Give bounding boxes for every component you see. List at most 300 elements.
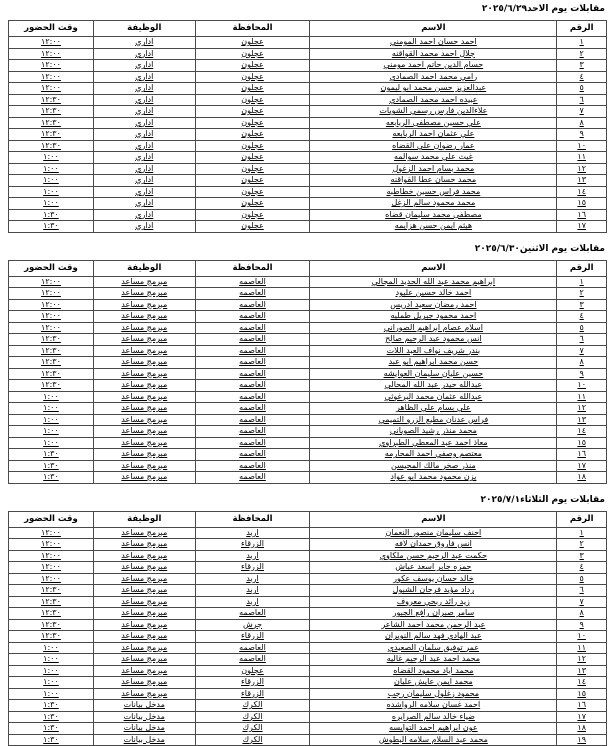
column-header-job: الوظيفة (93, 260, 195, 276)
job-cell-text: مبرمج مساعد (121, 666, 167, 675)
row-number-cell-text: ٧ (580, 106, 584, 115)
governorate-cell (195, 642, 310, 654)
name-cell (310, 48, 557, 60)
name-cell (310, 380, 557, 392)
governorate-cell (195, 449, 310, 461)
job-cell (93, 209, 195, 221)
name-cell-text: رداد مؤيد فرحان الشبول (393, 585, 474, 594)
row-number-cell (557, 596, 607, 608)
time-cell-text: ١:٣٠ (43, 712, 59, 721)
job-cell-text: اداري (135, 152, 153, 161)
table-row (9, 209, 607, 221)
name-cell-text: علي بسام علي الظاهر (396, 403, 471, 412)
job-cell-text: مبرمج مساعد (121, 346, 167, 355)
governorate-cell (195, 380, 310, 392)
name-cell-text: علي عثمان احمد الربابعه (392, 129, 474, 138)
row-number-cell-text: ٣ (580, 300, 584, 309)
row-number-cell-text: ١٣ (577, 175, 586, 184)
governorate-cell (195, 527, 310, 539)
job-cell-text: مدخل بيانات (124, 700, 165, 709)
job-cell-text: اداري (135, 175, 153, 184)
name-cell-text: انس فاروق حمدان لافه (395, 539, 472, 548)
time-cell-text: ١:٠٠ (43, 643, 59, 652)
table-row (9, 60, 607, 72)
row-number-cell (557, 700, 607, 712)
governorate-cell (195, 83, 310, 95)
table-title: مقابلات يوم الاحد٢٠٢٥/٦/٢٩ (8, 3, 605, 15)
job-cell (93, 368, 195, 380)
governorate-cell-text: العاصمه (239, 654, 266, 663)
column-header-name: الاسم (310, 21, 557, 37)
job-cell-text: مدخل بيانات (124, 723, 165, 732)
job-cell (93, 71, 195, 83)
row-number-cell (557, 619, 607, 631)
governorate-cell-text: العاصمه (239, 300, 266, 309)
time-cell (9, 677, 94, 689)
row-number-cell (557, 276, 607, 288)
name-cell (310, 60, 557, 72)
time-cell (9, 334, 94, 346)
time-cell-text: ١:٣٠ (43, 735, 59, 744)
governorate-cell (195, 472, 310, 484)
table-row (9, 221, 607, 233)
name-cell (310, 129, 557, 141)
time-cell-text: ١:٣٠ (43, 449, 59, 458)
row-number-cell (557, 403, 607, 415)
name-cell (310, 711, 557, 723)
row-number-cell (557, 94, 607, 106)
governorate-cell (195, 357, 310, 369)
interview-table (8, 20, 607, 233)
table-row (9, 345, 607, 357)
time-cell (9, 437, 94, 449)
name-cell-text: حسن محمد ابراهيم ابو عبد (389, 357, 479, 366)
governorate-cell-text: الزرقاء (241, 677, 264, 686)
governorate-cell-text: عجلون (241, 198, 264, 207)
governorate-cell-text: اربد (246, 574, 259, 583)
row-number-cell (557, 345, 607, 357)
row-number-cell-text: ٥ (580, 574, 584, 583)
name-cell (310, 539, 557, 551)
row-number-cell-text: ٣ (580, 551, 584, 560)
name-cell-text: احمد رمضان سعيد ادريس (390, 300, 476, 309)
table-row (9, 288, 607, 300)
name-cell-text: حسين عليان سليمان العوايشه (384, 369, 484, 378)
table-row (9, 550, 607, 562)
time-cell (9, 276, 94, 288)
time-cell (9, 345, 94, 357)
row-number-cell (557, 380, 607, 392)
name-cell (310, 288, 557, 300)
job-cell-text: مبرمج مساعد (121, 426, 167, 435)
governorate-cell-text: العاصمه (239, 288, 266, 297)
time-cell-text: ١:٠٠ (43, 403, 59, 412)
job-cell (93, 723, 195, 735)
time-cell (9, 129, 94, 141)
governorate-cell-text: العاصمه (239, 415, 266, 424)
name-cell-text: عمار رضوان علي القضاه (392, 141, 475, 150)
time-cell (9, 527, 94, 539)
table-header-row (9, 21, 607, 37)
governorate-cell (195, 631, 310, 643)
name-cell-text: حسام الدين حاتم احمد مومني (384, 60, 484, 69)
row-number-cell-text: ١٤ (577, 677, 586, 686)
row-number-cell (557, 449, 607, 461)
row-number-cell-text: ١٧ (577, 461, 586, 470)
name-cell-text: سامر صبران رافع الجبور (393, 608, 475, 617)
job-cell (93, 163, 195, 175)
job-cell-text: مبرمج مساعد (121, 323, 167, 332)
name-cell-text: جلال احمد محمد القواقنه (392, 49, 475, 58)
row-number-cell-text: ٢ (580, 288, 584, 297)
table-row (9, 198, 607, 210)
time-cell (9, 140, 94, 152)
row-number-cell-text: ١٩ (577, 735, 586, 744)
job-cell (93, 198, 195, 210)
governorate-cell-text: اربد (246, 585, 259, 594)
governorate-cell (195, 608, 310, 620)
time-cell (9, 357, 94, 369)
governorate-cell (195, 129, 310, 141)
job-cell (93, 426, 195, 438)
governorate-cell-text: عجلون (241, 221, 264, 230)
job-cell (93, 94, 195, 106)
name-cell-text: مصطفى محمد سليمان قضاه (385, 210, 482, 219)
name-cell (310, 700, 557, 712)
name-cell (310, 631, 557, 643)
table-row (9, 642, 607, 654)
table-row (9, 117, 607, 129)
name-cell (310, 163, 557, 175)
job-cell (93, 711, 195, 723)
time-cell (9, 608, 94, 620)
time-cell (9, 163, 94, 175)
time-cell-text: ١:٠٠ (43, 438, 59, 447)
name-cell-text: بندر شريف نواف العبد اللات (387, 346, 480, 355)
job-cell (93, 140, 195, 152)
time-cell-text: ١٢:٠٠ (41, 37, 61, 46)
column-header-governorate: المحافظة (195, 260, 310, 276)
table-row (9, 140, 607, 152)
governorate-cell (195, 186, 310, 198)
governorate-cell-text: الزرقاء (241, 539, 264, 548)
name-cell (310, 152, 557, 164)
table-row (9, 414, 607, 426)
job-cell (93, 403, 195, 415)
governorate-cell (195, 175, 310, 187)
time-cell (9, 152, 94, 164)
time-cell (9, 94, 94, 106)
job-cell (93, 288, 195, 300)
time-cell-text: ١:٣٠ (43, 210, 59, 219)
table-row (9, 391, 607, 403)
time-cell (9, 299, 94, 311)
governorate-cell (195, 48, 310, 60)
name-cell (310, 608, 557, 620)
job-cell-text: مبرمج مساعد (121, 380, 167, 389)
job-cell (93, 700, 195, 712)
job-cell (93, 642, 195, 654)
row-number-cell-text: ٢ (580, 539, 584, 548)
governorate-cell (195, 117, 310, 129)
column-header-governorate: المحافظة (195, 21, 310, 37)
row-number-cell-text: ١٤ (577, 187, 586, 196)
row-number-cell (557, 631, 607, 643)
time-cell (9, 71, 94, 83)
governorate-cell (195, 322, 310, 334)
time-cell (9, 688, 94, 700)
time-cell-text: ١:٠٠ (43, 689, 59, 698)
table-row (9, 449, 607, 461)
job-cell-text: مبرمج مساعد (121, 585, 167, 594)
time-cell (9, 449, 94, 461)
name-cell (310, 688, 557, 700)
job-cell-text: مبرمج مساعد (121, 357, 167, 366)
column-header-job: الوظيفة (93, 21, 195, 37)
row-number-cell-text: ١١ (577, 152, 586, 161)
table-row (9, 276, 607, 288)
row-number-cell-text: ١٨ (577, 472, 586, 481)
column-header-number: الرقم (557, 511, 607, 527)
time-cell (9, 117, 94, 129)
row-number-cell-text: ١٣ (577, 666, 586, 675)
time-cell (9, 472, 94, 484)
time-cell-text: ١٢:٣٠ (41, 631, 61, 640)
governorate-cell (195, 334, 310, 346)
time-cell (9, 654, 94, 666)
time-cell (9, 391, 94, 403)
governorate-cell-text: الزرقاء (241, 562, 264, 571)
governorate-cell-text: العاصمه (239, 461, 266, 470)
governorate-cell (195, 596, 310, 608)
name-cell (310, 596, 557, 608)
job-cell-text: مبرمج مساعد (121, 643, 167, 652)
table-row (9, 472, 607, 484)
table-row (9, 380, 607, 392)
name-cell-text: محمد حسان عطا القواقنه (391, 175, 477, 184)
row-number-cell-text: ٤ (580, 311, 584, 320)
name-cell-text: عبدالله حيدر عبد الله المحالي (385, 380, 483, 389)
row-number-cell (557, 106, 607, 118)
name-cell-text: احمد غسان سلامه الرواشده (387, 700, 481, 709)
row-number-cell (557, 654, 607, 666)
governorate-cell (195, 426, 310, 438)
name-cell (310, 391, 557, 403)
time-cell (9, 175, 94, 187)
time-cell (9, 460, 94, 472)
job-cell (93, 631, 195, 643)
job-cell-text: مبرمج مساعد (121, 631, 167, 640)
table-row (9, 83, 607, 95)
governorate-cell-text: العاصمه (239, 438, 266, 447)
job-cell-text: مبرمج مساعد (121, 574, 167, 583)
governorate-cell (195, 94, 310, 106)
name-cell (310, 37, 557, 49)
row-number-cell-text: ١٣ (577, 415, 586, 424)
name-cell-text: معاذ احمد عبد المعطي الطبراوي (379, 438, 487, 447)
time-cell (9, 186, 94, 198)
name-cell-text: عبدالعزيز حسن محمد ابو ليمون (381, 83, 487, 92)
job-cell-text: مبرمج مساعد (121, 300, 167, 309)
name-cell-text: حمزه جابر اسعد عباش (395, 562, 471, 571)
job-cell (93, 83, 195, 95)
interview-table (8, 511, 607, 746)
name-cell-text: عون ابراهيم احمد التوايسه (389, 723, 478, 732)
name-cell (310, 357, 557, 369)
row-number-cell (557, 37, 607, 49)
governorate-cell (195, 209, 310, 221)
time-cell-text: ١:٠٠ (43, 152, 59, 161)
time-cell-text: ١:٣٠ (43, 461, 59, 470)
name-cell-text: محمد ايمن عايش عليان (394, 677, 473, 686)
time-cell-text: ١٢:٠٠ (41, 539, 61, 548)
table-row (9, 460, 607, 472)
governorate-cell-text: عجلون (241, 37, 264, 46)
job-cell (93, 299, 195, 311)
governorate-cell-text: عجلون (241, 210, 264, 219)
row-number-cell (557, 175, 607, 187)
row-number-cell-text: ٢ (580, 49, 584, 58)
table-row (9, 688, 607, 700)
job-cell (93, 539, 195, 551)
governorate-cell-text: عجلون (241, 95, 264, 104)
row-number-cell-text: ١١ (577, 643, 586, 652)
time-cell-text: ١:٠٠ (43, 677, 59, 686)
name-cell (310, 585, 557, 597)
job-cell (93, 619, 195, 631)
job-cell-text: مبرمج مساعد (121, 311, 167, 320)
table-row (9, 311, 607, 323)
governorate-cell (195, 688, 310, 700)
job-cell-text: اداري (135, 187, 153, 196)
governorate-cell (195, 368, 310, 380)
job-cell-text: مبرمج مساعد (121, 392, 167, 401)
row-number-cell-text: ١٧ (577, 221, 586, 230)
job-cell-text: اداري (135, 72, 153, 81)
row-number-cell-text: ١٨ (577, 723, 586, 732)
row-number-cell-text: ١٥ (577, 689, 586, 698)
name-cell (310, 83, 557, 95)
time-cell (9, 700, 94, 712)
governorate-cell-text: عجلون (241, 187, 264, 196)
table-row (9, 711, 607, 723)
governorate-cell-text: عجلون (241, 666, 264, 675)
job-cell-text: مبرمج مساعد (121, 403, 167, 412)
time-cell-text: ١٢:٠٠ (41, 288, 61, 297)
table-section-tuesday (8, 494, 607, 746)
time-cell (9, 322, 94, 334)
governorate-cell-text: الزرقاء (241, 689, 264, 698)
name-cell (310, 642, 557, 654)
name-cell-text: احمد حسان احمد المومني (390, 37, 477, 46)
governorate-cell-text: الزرقاء (241, 631, 264, 640)
job-cell (93, 334, 195, 346)
governorate-cell (195, 573, 310, 585)
time-cell-text: ١٢:٠٠ (41, 551, 61, 560)
job-cell-text: مبرمج مساعد (121, 528, 167, 537)
row-number-cell (557, 437, 607, 449)
job-cell-text: مبرمج مساعد (121, 562, 167, 571)
governorate-cell-text: اربد (246, 528, 259, 537)
governorate-cell-text: عجلون (241, 118, 264, 127)
name-cell-text: حكمت عبد الرحيم حسن ملكاوي (380, 551, 487, 560)
job-cell-text: اداري (135, 95, 153, 104)
name-cell-text: عبد الرحمن محمد احمد الشاعر (381, 620, 485, 629)
job-cell (93, 48, 195, 60)
row-number-cell (557, 288, 607, 300)
governorate-cell-text: العاصمه (239, 334, 266, 343)
name-cell-text: احنف سليمان منصور النعمان (386, 528, 482, 537)
time-cell (9, 37, 94, 49)
table-row (9, 403, 607, 415)
job-cell-text: اداري (135, 129, 153, 138)
job-cell-text: اداري (135, 106, 153, 115)
time-cell (9, 48, 94, 60)
row-number-cell-text: ١٧ (577, 712, 586, 721)
table-row (9, 677, 607, 689)
row-number-cell (557, 209, 607, 221)
name-cell-text: محمد منذر رشيد الصوياني (390, 426, 477, 435)
time-cell (9, 619, 94, 631)
name-cell (310, 573, 557, 585)
governorate-cell (195, 711, 310, 723)
name-cell-text: زيد رائد ربحي معروف (397, 597, 470, 606)
job-cell-text: اداري (135, 221, 153, 230)
time-cell (9, 60, 94, 72)
row-number-cell (557, 152, 607, 164)
name-cell (310, 175, 557, 187)
governorate-cell (195, 550, 310, 562)
time-cell-text: ١:٠٠ (43, 426, 59, 435)
column-header-time: وقت الحضور (9, 21, 94, 37)
table-row (9, 106, 607, 118)
column-header-number: الرقم (557, 21, 607, 37)
name-cell-text: ابراهيم محمد عبد الله الحديد المجالي (372, 277, 495, 286)
time-cell (9, 368, 94, 380)
governorate-cell (195, 723, 310, 735)
table-row (9, 152, 607, 164)
governorate-cell-text: عجلون (241, 106, 264, 115)
name-cell (310, 426, 557, 438)
row-number-cell (557, 414, 607, 426)
column-header-name: الاسم (310, 511, 557, 527)
job-cell (93, 221, 195, 233)
time-cell (9, 414, 94, 426)
time-cell-text: ١:٠٠ (43, 175, 59, 184)
row-number-cell-text: ٩ (580, 620, 584, 629)
table-row (9, 37, 607, 49)
name-cell (310, 117, 557, 129)
column-header-time: وقت الحضور (9, 511, 94, 527)
row-number-cell (557, 186, 607, 198)
row-number-cell-text: ٤ (580, 562, 584, 571)
row-number-cell-text: ١١ (577, 392, 586, 401)
row-number-cell-text: ٦ (580, 95, 584, 104)
job-cell (93, 472, 195, 484)
row-number-cell (557, 299, 607, 311)
job-cell (93, 677, 195, 689)
job-cell (93, 117, 195, 129)
name-cell (310, 403, 557, 415)
job-cell-text: اداري (135, 198, 153, 207)
job-cell (93, 414, 195, 426)
table-row (9, 665, 607, 677)
name-cell-text: انس محمود عبد الرحيم صالح (385, 334, 482, 343)
time-cell-text: ١٢:٠٠ (41, 72, 61, 81)
time-cell (9, 711, 94, 723)
name-cell-text: محمود زغلول سليمان رجب (388, 689, 479, 698)
row-number-cell-text: ١٢ (577, 164, 586, 173)
